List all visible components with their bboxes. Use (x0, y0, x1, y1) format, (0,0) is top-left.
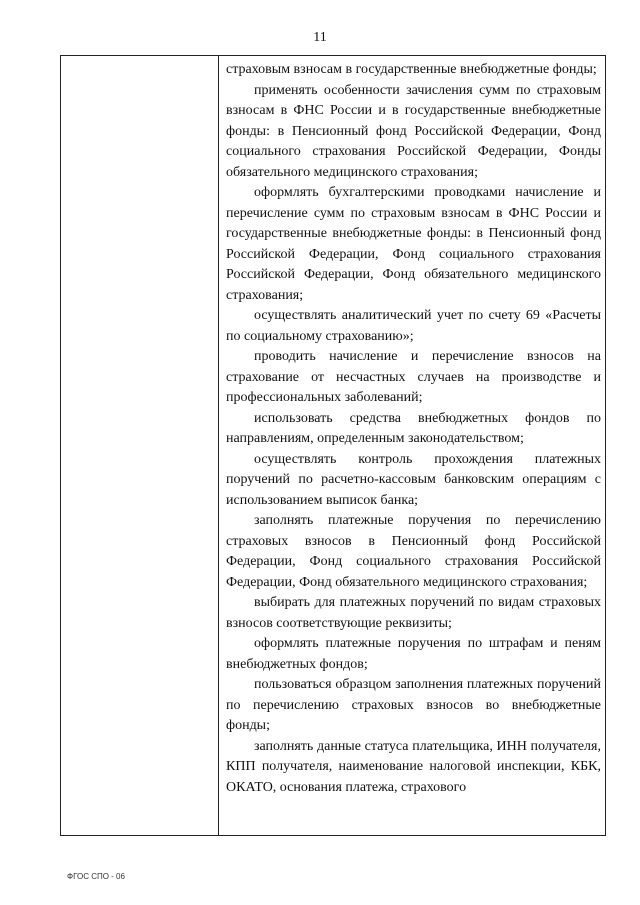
requirements-table (60, 55, 606, 836)
column-divider (218, 56, 219, 835)
list-item: проводить начисление и перечисление взносов на страхование от несчастных случаев на производстве и профессиональных заболеваний; (226, 349, 601, 405)
skills-list (226, 60, 601, 798)
list-item: применять особенности зачисления сумм по страховым взносам в ФНС России и в государственные внебюджетные фонды: в Пенсионный фонд Российской Федерации, Фонд социального страхования Российской Федерации, Фонды обязательного медицинского страхования; (226, 82, 601, 180)
footer-code: ФГОС СПО - 06 (67, 872, 125, 881)
list-item: оформлять платежные поручения по штрафам и пеням внебюджетных фондов; (226, 636, 601, 672)
list-item: осуществлять аналитический учет по счету 69 «Расчеты по социальному страхованию»; (226, 308, 601, 344)
list-item: пользоваться образцом заполнения платежных поручений по перечислению страховых взносов во внебюджетные фонды; (226, 677, 601, 733)
list-item: выбирать для платежных поручений по видам страховых взносов соответствующие реквизиты; (226, 595, 601, 631)
page-number: 11 (313, 30, 327, 45)
list-item: использовать средства внебюджетных фондов по направлениям, определенным законодательством; (226, 410, 601, 446)
list-item: страховым взносам в государственные внебюджетные фонды; (226, 62, 597, 77)
list-item: осуществлять контроль прохождения платежных поручений по расчетно-кассовым банковским операциям с использованием выписок банка; (226, 451, 601, 508)
list-item: оформлять бухгалтерскими проводками начисление и перечисление сумм по страховым взносам в ФНС России и государственные внебюджетные фонды: в Пенсионный фонд Российской Федерации, Фонд социального страхования Российской Федерации, Фонд обязательного медицинского страхования; (226, 185, 601, 303)
list-item: заполнять данные статуса плательщика, ИНН получателя, КПП получателя, наименование налоговой инспекции, КБК, ОКАТО, основания платежа, страхового (226, 738, 601, 795)
list-item: заполнять платежные поручения по перечислению страховых взносов в Пенсионный фонд Российской Федерации, Фонд социального страхования Российской Федерации, Фонд обязательного медицинского страхования; (226, 513, 601, 590)
